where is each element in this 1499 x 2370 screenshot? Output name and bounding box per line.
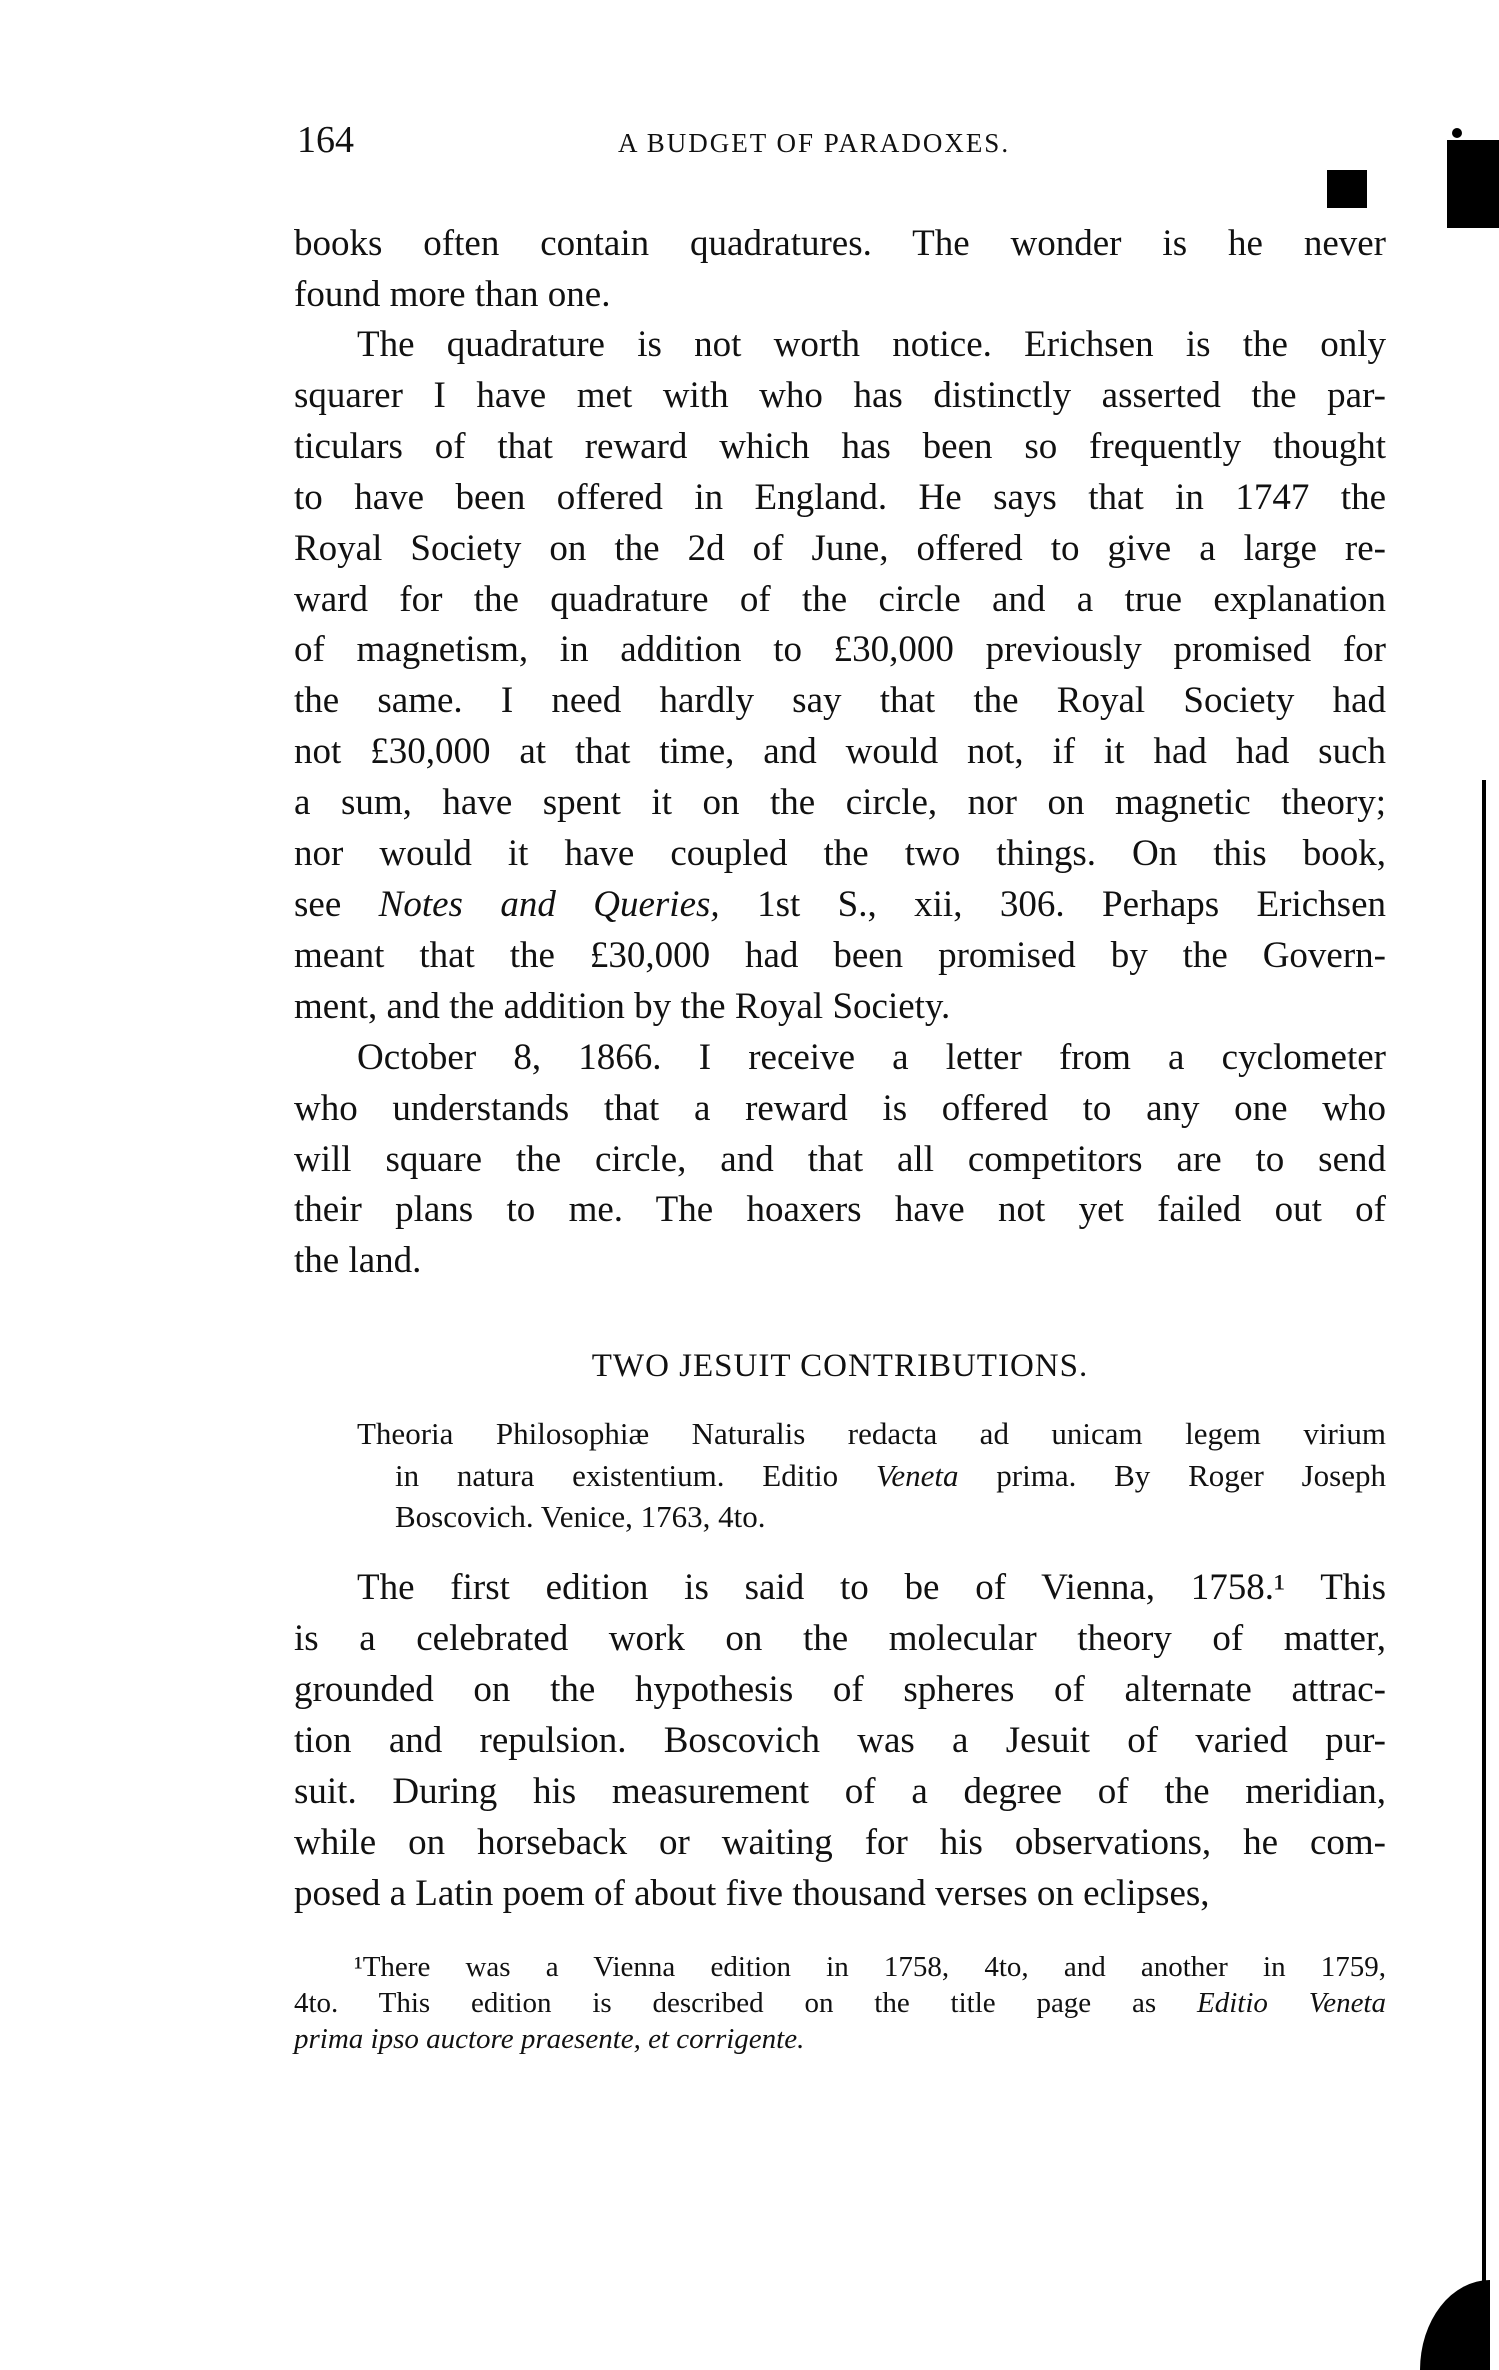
italic-text: Veneta — [875, 1457, 959, 1493]
p2-line — [294, 934, 1386, 978]
foot-line — [294, 1986, 1386, 2020]
text-run: in natura existentium. Editio — [395, 1457, 876, 1493]
page-edge — [1420, 2280, 1490, 2370]
p3-line — [294, 1188, 1386, 1232]
text-run: ment, and the addition by the Royal Society. — [294, 985, 951, 1027]
text-run: nor would it have coupled the two things. On this book, — [294, 833, 1386, 874]
text-run: grounded on the hypothesis of spheres of alternate attrac- — [294, 1669, 1386, 1710]
text-run: Theoria Philosophiæ Naturalis redacta ad unicam legem virium — [357, 1416, 1386, 1451]
text-run: squarer I have met with who has distinctly asserted the par- — [294, 374, 1386, 416]
text-run: meant that the £30,000 had been promised by the Govern- — [294, 934, 1386, 976]
p2-line — [294, 832, 1386, 876]
p2-line — [294, 679, 1386, 723]
p1-line — [294, 222, 1386, 266]
text-run: their plans to me. The hoaxers have not yet failed out of — [294, 1189, 1386, 1231]
p3-line — [294, 1138, 1386, 1182]
p3-line — [294, 1087, 1386, 1131]
text-run: posed a Latin poem of about five thousand verses on eclipses, — [294, 1873, 1210, 1914]
text-run: found more than one. — [294, 274, 611, 315]
p3-line — [357, 1036, 1386, 1080]
text-run: Royal Society on the 2d of June, offered to give a large re- — [294, 527, 1386, 569]
text-run: suit. During his measurement of a degree of the meridian, — [294, 1771, 1386, 1812]
running-head: A BUDGET OF PARADOXES. — [618, 128, 1011, 158]
text-run: ward for the quadrature of the circle and a true explanation — [294, 578, 1386, 620]
p2-line — [294, 883, 1386, 927]
italic-text: Notes and Queries, — [378, 883, 720, 925]
text-run: the land. — [294, 1240, 422, 1282]
text-run: tion and repulsion. Boscovich was a Jesuit of varied pur- — [294, 1720, 1386, 1761]
text-run: ¹There was a Vienna edition in 1758, 4to, and another in 1759, — [354, 1951, 1386, 1983]
cite-line — [357, 1415, 1386, 1453]
text-run: not £30,000 at that time, and would not, if it had had such — [294, 731, 1386, 773]
scan-artifact — [1447, 140, 1499, 228]
text-run: prima. By Roger Joseph — [958, 1457, 1386, 1493]
p2-line — [294, 374, 1386, 418]
foot-line — [354, 1950, 1386, 1984]
p1-line — [294, 273, 1386, 317]
cite-line — [395, 1498, 1386, 1536]
text-run: will square the circle, and that all competitors are to send — [294, 1138, 1386, 1180]
italic-text: Editio Veneta — [1196, 1987, 1386, 2019]
cite-line — [395, 1457, 1386, 1495]
text-run: of magnetism, in addition to £30,000 previously promised for — [294, 629, 1386, 671]
p2-line — [294, 985, 1386, 1029]
p3-line — [294, 1239, 1386, 1283]
p2-line — [294, 730, 1386, 774]
p2-line — [357, 323, 1386, 367]
foot-line — [294, 2022, 1386, 2056]
text-run: The first edition is said to be of Vienna, 1758.¹ This — [357, 1567, 1386, 1608]
p2-line — [294, 476, 1386, 520]
p2-line — [294, 578, 1386, 622]
text-run: 1st S., xii, 306. Perhaps Erichsen — [719, 883, 1386, 925]
p4-line — [294, 1770, 1386, 1814]
text-run: see — [294, 883, 379, 925]
scan-artifact — [1452, 128, 1462, 138]
p2-line — [294, 628, 1386, 672]
p4-line — [294, 1872, 1386, 1916]
text-run: while on horseback or waiting for his observations, he com- — [294, 1822, 1386, 1863]
page-number: 164 — [297, 119, 354, 161]
text-run: Boscovich. Venice, 1763, 4to. — [395, 1499, 766, 1534]
text-run: books often contain quadratures. The wonder is he never — [294, 223, 1386, 264]
scan-artifact — [1327, 170, 1367, 208]
text-run: October 8, 1866. I receive a letter from a cyclometer — [357, 1037, 1386, 1078]
text-run: is a celebrated work on the molecular theory of matter, — [294, 1618, 1386, 1659]
p2-line — [294, 425, 1386, 469]
p2-line — [294, 527, 1386, 571]
page-edge — [1482, 780, 1486, 2363]
text-run: a sum, have spent it on the circle, nor on magnetic theory; — [294, 782, 1386, 824]
italic-text: prima ipso auctore praesente, et corrigente. — [294, 2023, 805, 2055]
text-run: 4to. This edition is described on the title page as — [294, 1987, 1197, 2019]
p4-line — [294, 1719, 1386, 1763]
p4-line — [294, 1617, 1386, 1661]
p4-line — [357, 1566, 1386, 1610]
p4-line — [294, 1821, 1386, 1865]
section-heading: TWO JESUIT CONTRIBUTIONS. — [591, 1348, 1089, 1384]
p4-line — [294, 1668, 1386, 1712]
text-run: The quadrature is not worth notice. Erichsen is the only — [357, 324, 1386, 365]
text-run: the same. I need hardly say that the Royal Society had — [294, 680, 1386, 722]
p2-line — [294, 781, 1386, 825]
text-run: to have been offered in England. He says that in 1747 the — [294, 476, 1386, 518]
text-run: ticulars of that reward which has been so frequently thought — [294, 425, 1386, 467]
text-run: who understands that a reward is offered to any one who — [294, 1087, 1386, 1129]
